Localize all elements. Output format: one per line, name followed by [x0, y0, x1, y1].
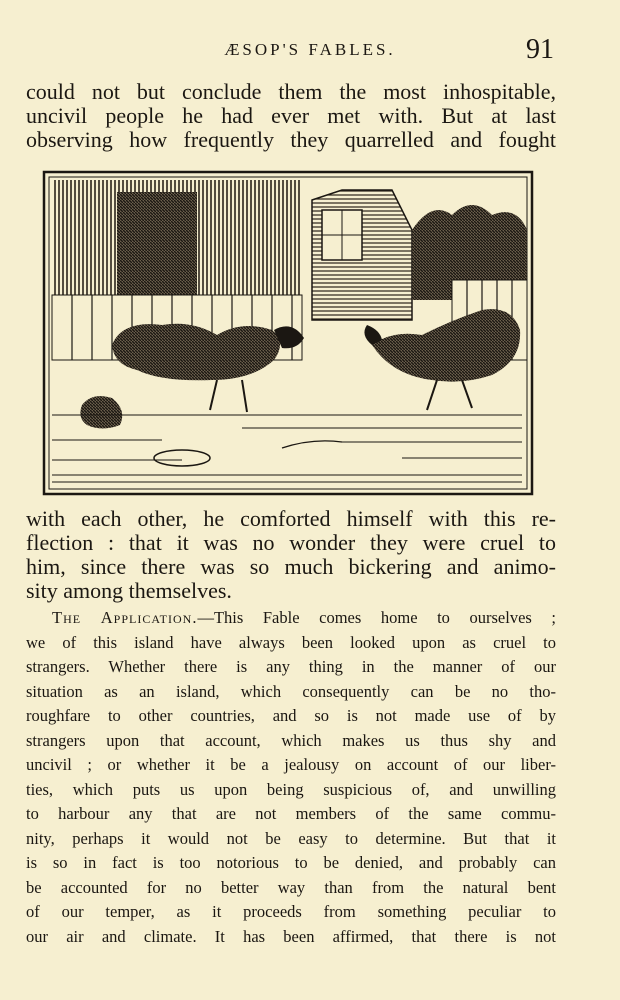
application-heading: The Application. [52, 608, 198, 627]
text-line: sity among themselves. [26, 578, 232, 603]
text-line: nity, perhaps it would not be easy to determine. But that it [26, 828, 556, 848]
page-number: 91 [526, 34, 554, 65]
running-title: ÆSOP'S FABLES. [224, 40, 396, 59]
text-line: to harbour any that are not members of the same commu- [26, 804, 556, 823]
text-line: is so in fact is too notorious to be denied, and probably can [26, 853, 556, 872]
text-line: him, since there was so much bickering and animo- [26, 554, 556, 579]
text-line: uncivil people he had ever met with. But at last [26, 103, 556, 128]
barn-door [117, 192, 197, 312]
text-line: observing how frequently they quarrelled and fought [26, 127, 556, 152]
application-first-line [52, 606, 556, 631]
text-line: our air and climate. It has been affirmed, that there is not [26, 926, 556, 946]
text-line: strangers. Whether there is any thing in the manner of our [26, 657, 556, 676]
text-line: roughfare to other countries, and so is not made use of by [26, 706, 556, 725]
text-line: could not but conclude them the most inhospitable, [26, 79, 556, 104]
text-line: situation as an island, which consequently can be no tho- [26, 681, 556, 701]
woodcut-illustration [42, 170, 534, 496]
text-line: we of this island have always been looked upon as cruel to [26, 632, 556, 652]
text-line: flection : that it was no wonder they were cruel to [26, 530, 556, 555]
text-line: strangers upon that account, which makes us thus shy and [26, 730, 556, 750]
text-line: uncivil ; or whether it be a jealousy on account of our liber- [26, 755, 556, 774]
text-line: with each other, he comforted himself with this re- [26, 506, 556, 531]
text-line: of our temper, as it proceeds from something peculiar to [26, 902, 556, 921]
application-first-line-text: —This Fable comes home to ourselves ; [197, 608, 556, 627]
page-header [0, 36, 620, 66]
text-line: be accounted for no better way than from the natural bent [26, 877, 556, 897]
text-line: ties, which puts us upon being suspicious of, and unwilling [26, 779, 556, 799]
